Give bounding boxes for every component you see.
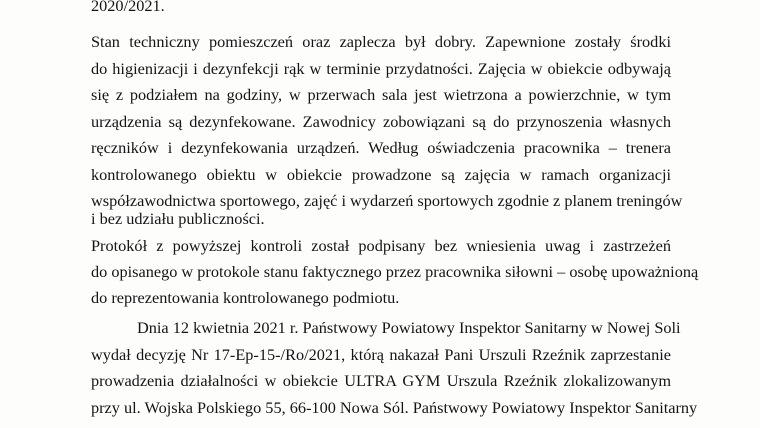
text-line-6: ręczników i dezynfekowania urządzeń. Według oświadczenia pracownika – trenera bbox=[91, 138, 671, 157]
text-line-16: przy ul. Wojska Polskiego 55, 66-100 Nowa Sól. Państwowy Powiatowy Inspektor Sanitarny bbox=[91, 398, 698, 417]
text-line-3: do higienizacji i dezynfekcji rąk w terminie przydatności. Zajęcia w obiekcie odbywają bbox=[91, 59, 671, 78]
text-line-10: Protokół z powyższej kontroli został podpisany bez wniesienia uwag i zastrzeżeń bbox=[91, 236, 671, 255]
text-line-1: 2020/2021. bbox=[91, 0, 165, 15]
text-line-13: Dnia 12 kwietnia 2021 r. Państwowy Powiatowy Inspektor Sanitarny w Nowej Soli bbox=[137, 318, 681, 337]
text-line-8: współzawodnictwa sportowego, zajęć i wydarzeń sportowych zgodnie z planem treningów bbox=[91, 191, 683, 210]
text-line-11: do opisanego w protokole stanu faktycznego przez pracownika siłowni – osobę upoważnioną bbox=[91, 262, 699, 281]
text-line-7: kontrolowanego obiektu w obiekcie prowadzone są zajęcia w ramach organizacji bbox=[91, 165, 671, 184]
text-line-15: prowadzenia działalności w obiekcie ULTRA GYM Urszula Rzeźnik zlokalizowanym bbox=[91, 371, 671, 390]
text-line-4: się z podziałem na godziny, w przerwach sala jest wietrzona a powierzchnie, w tym bbox=[91, 85, 671, 104]
text-line-5: urządzenia są dezynfekowane. Zawodnicy zobowiązani są do przynoszenia własnych bbox=[91, 112, 671, 131]
text-line-9: i bez udziału publiczności. bbox=[91, 209, 265, 228]
text-line-2: Stan techniczny pomieszczeń oraz zaplecza był dobry. Zapewnione zostały środki bbox=[91, 32, 671, 51]
text-line-14: wydał decyzję Nr 17-Ep-15-/Ro/2021, którą nakazał Pani Urszuli Rzeźnik zaprzestanie bbox=[91, 345, 671, 364]
text-line-12: do reprezentowania kontrolowanego podmiotu. bbox=[91, 288, 400, 307]
